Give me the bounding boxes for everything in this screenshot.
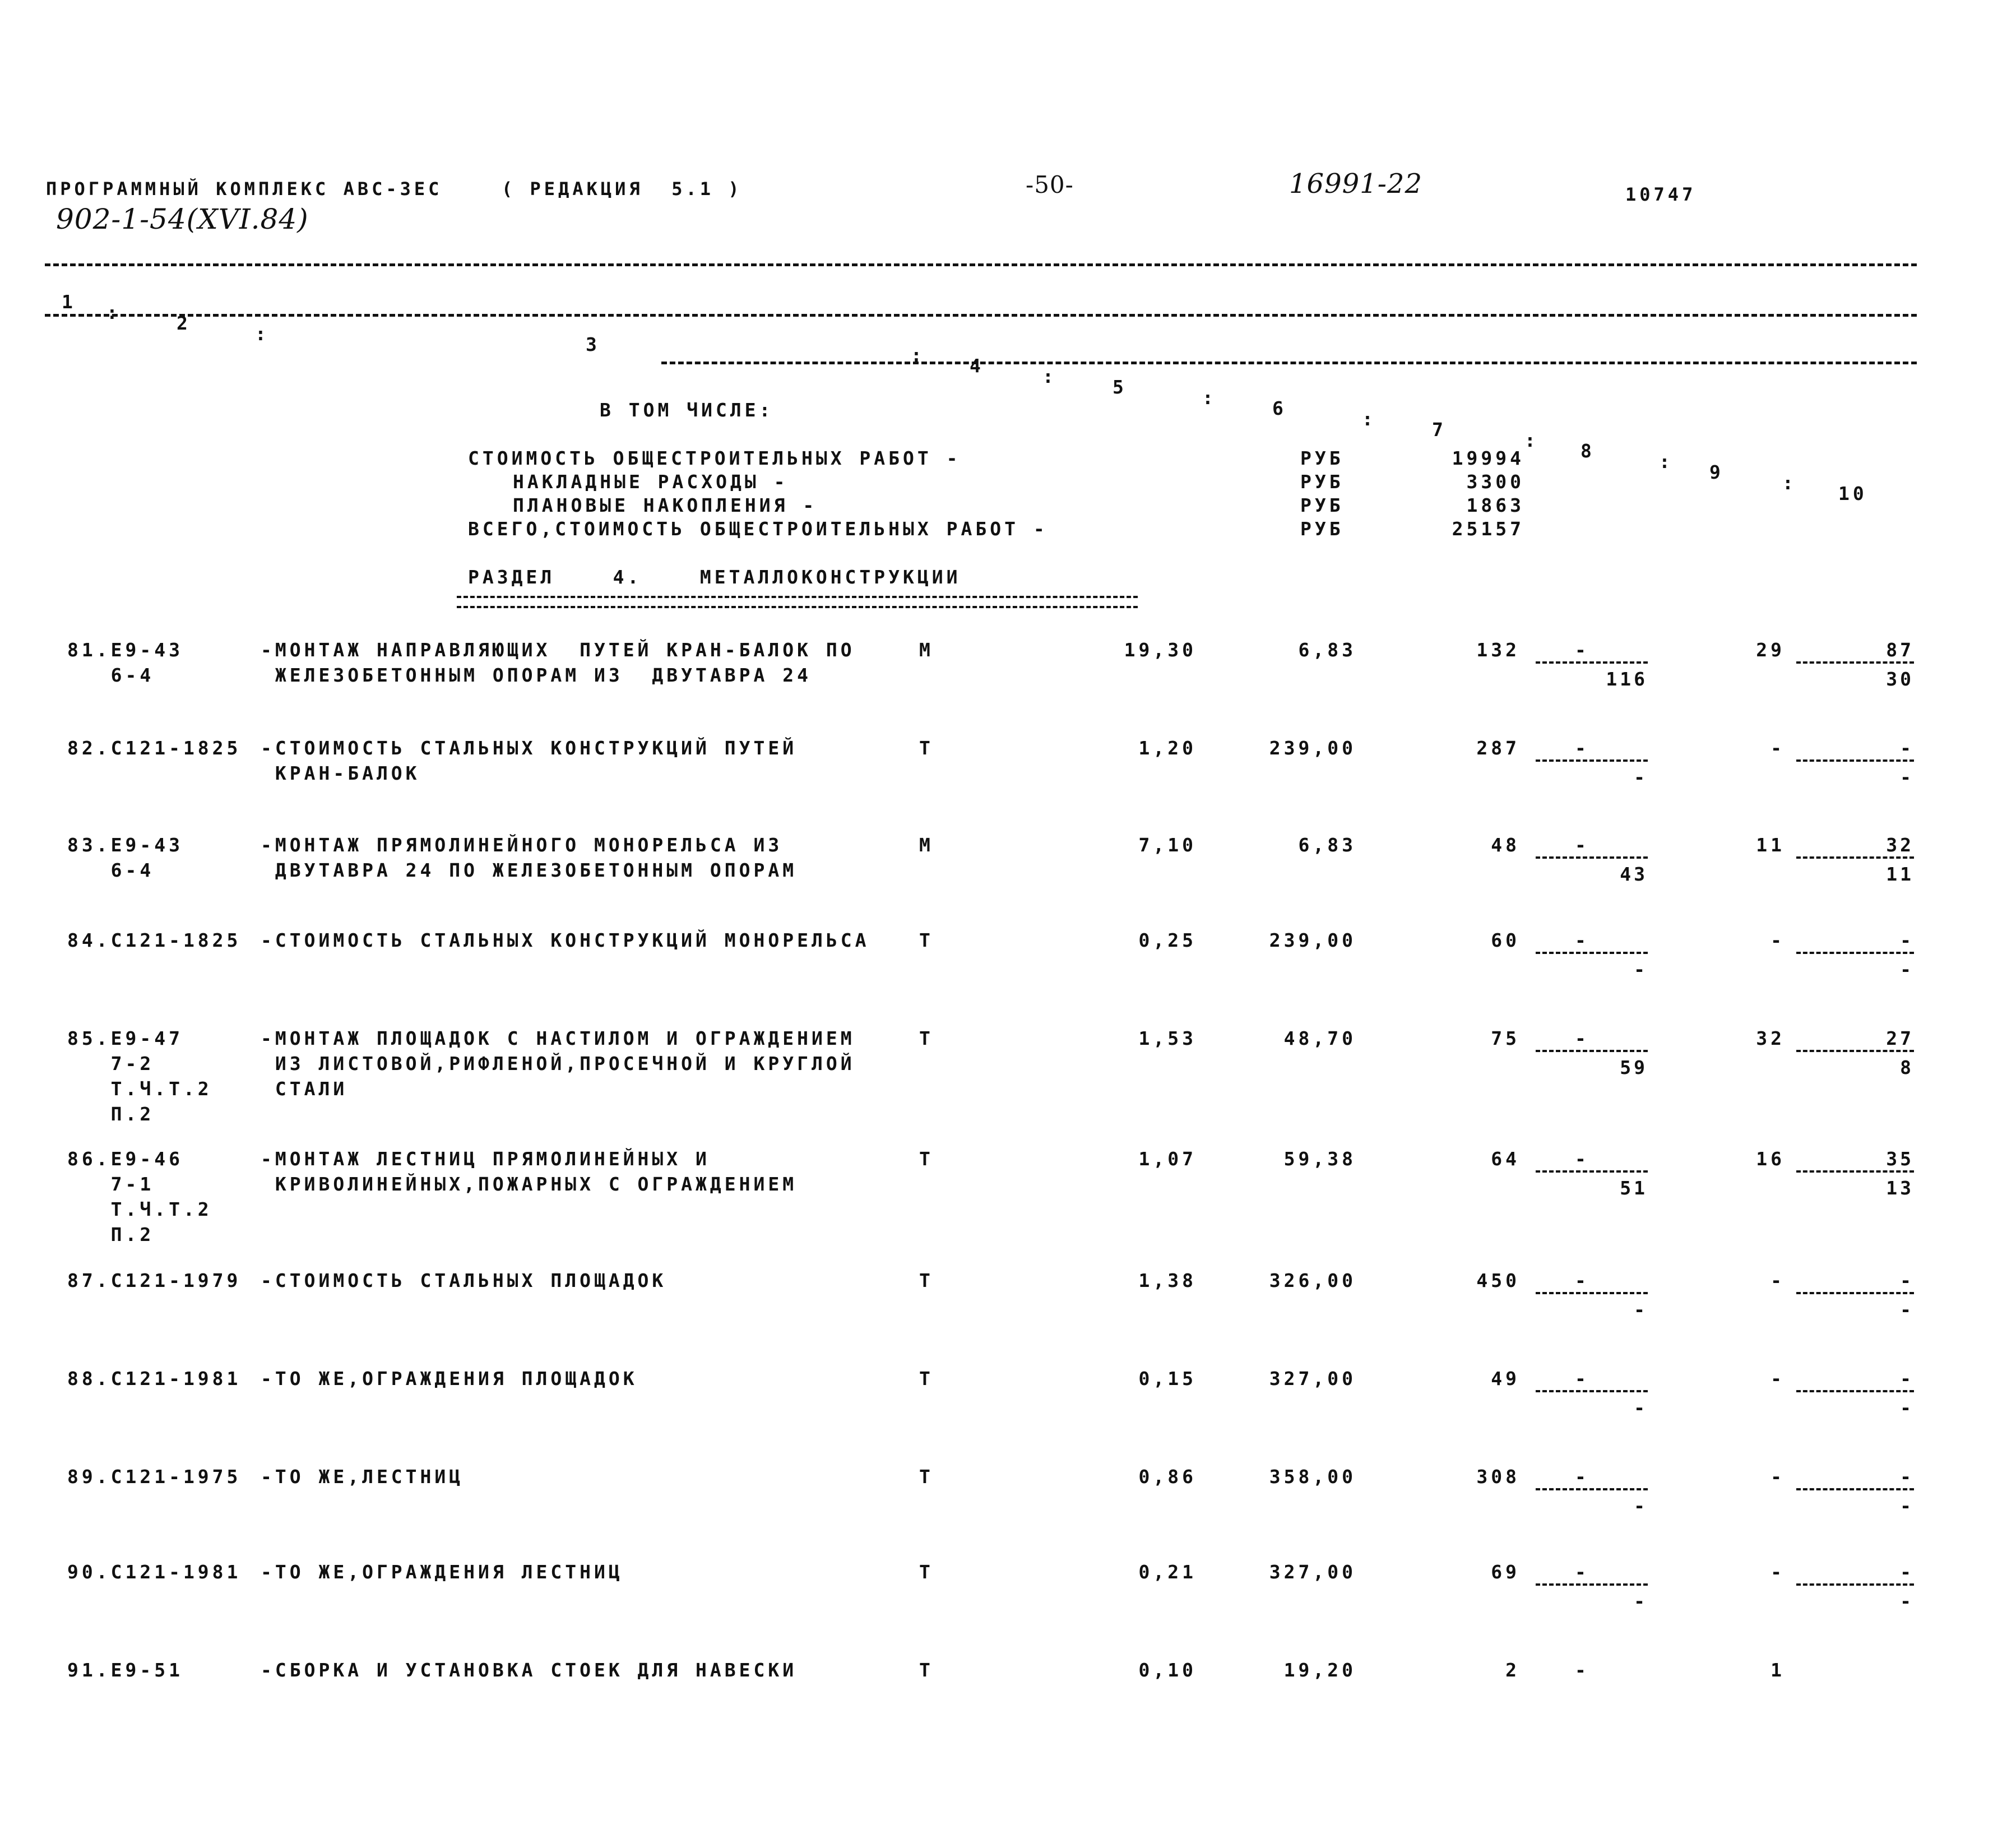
fraction-bar (1536, 759, 1648, 762)
item-description: -МОНТАЖ ПРЯМОЛИНЕЙНОГО МОНОРЕЛЬСА ИЗ (261, 834, 783, 856)
col9-value: 16 (1756, 1148, 1785, 1170)
summary-unit: РУБ (1300, 518, 1344, 540)
item-code: Т.Ч.Т.2 (67, 1198, 212, 1220)
col10-bottom-value: - (1900, 1495, 1914, 1517)
summary-label: НАКЛАДНЫЕ РАСХОДЫ - (513, 471, 789, 493)
col8-bottom-value: - (1634, 1397, 1648, 1419)
item-total: 49 (1491, 1368, 1520, 1390)
item-unit-price: 327,00 (1269, 1368, 1356, 1390)
col8-fraction (1536, 1466, 1648, 1517)
edition-label: ( РЕДАКЦИЯ 5.1 ) (502, 178, 743, 200)
col-header-4: 4 (970, 355, 984, 377)
item-unit: Т (919, 737, 934, 759)
summary-value: 25157 (1452, 518, 1524, 540)
col8-fraction (1536, 1027, 1648, 1079)
col8-top-value: - (1575, 834, 1589, 856)
item-description: -СБОРКА И УСТАНОВКА СТОЕК ДЛЯ НАВЕСКИ (261, 1659, 798, 1681)
fraction-bar (1796, 856, 1914, 859)
document-number: 16991-22 (1289, 168, 1422, 200)
item-code: 90.С121-1981 (67, 1561, 242, 1583)
item-code: 81.Е9-43 (67, 639, 183, 661)
col10-fraction (1796, 1466, 1914, 1517)
col8-fraction (1536, 1148, 1648, 1199)
col8-top-value: - (1575, 1148, 1589, 1170)
item-description: -МОНТАЖ НАПРАВЛЯЮЩИХ ПУТЕЙ КРАН-БАЛОК ПО (261, 639, 855, 661)
item-unit: М (919, 834, 934, 856)
item-total: 2 (1505, 1659, 1520, 1681)
summary-value: 19994 (1452, 447, 1524, 469)
item-quantity: 7,10 (1138, 834, 1197, 856)
col10-top-value: 35 (1886, 1148, 1914, 1170)
col8-bottom-value: - (1634, 1590, 1648, 1612)
item-total: 287 (1476, 737, 1520, 759)
item-unit-price: 19,20 (1283, 1659, 1356, 1681)
col8-fraction (1536, 834, 1648, 886)
item-total: 60 (1491, 929, 1520, 951)
item-unit-price: 6,83 (1298, 639, 1356, 661)
col10-bottom-value: 30 (1886, 668, 1914, 690)
col10-fraction (1796, 737, 1914, 789)
item-description: -СТОИМОСТЬ СТАЛЬНЫХ КОНСТРУКЦИЙ МОНОРЕЛЬСА (261, 929, 870, 951)
col-header-5: 5 (1113, 376, 1127, 398)
col8-top-value: - (1575, 1368, 1589, 1390)
item-description: ДВУТАВРА 24 ПО ЖЕЛЕЗОБЕТОННЫМ ОПОРАМ (261, 859, 798, 881)
item-code: 7-1 (67, 1173, 155, 1195)
col8-bottom-value: 116 (1606, 668, 1648, 690)
item-unit: Т (919, 1270, 934, 1291)
page-number: -50- (1026, 171, 1074, 198)
item-total: 64 (1491, 1148, 1520, 1170)
col8-bottom-value: - (1634, 1495, 1648, 1517)
col9-value: - (1770, 1270, 1785, 1291)
fraction-bar (1796, 661, 1914, 664)
col8-bottom-value: - (1634, 1299, 1648, 1321)
item-code: 7-2 (67, 1053, 155, 1074)
item-quantity: 0,15 (1138, 1368, 1197, 1390)
item-code: 82.С121-1825 (67, 737, 242, 759)
column-header-bottom-rule (45, 314, 1917, 317)
col9-value: - (1770, 737, 1785, 759)
item-quantity: 0,86 (1138, 1466, 1197, 1488)
col10-fraction (1796, 1561, 1914, 1613)
item-quantity: 1,20 (1138, 737, 1197, 759)
col10-fraction (1796, 1270, 1914, 1321)
item-description: -МОНТАЖ ПЛОЩАДОК С НАСТИЛОМ И ОГРАЖДЕНИЕМ (261, 1027, 855, 1049)
fraction-bar (1796, 1292, 1914, 1294)
item-unit: Т (919, 1659, 934, 1681)
col8-top-value: - (1575, 737, 1589, 759)
col10-fraction (1796, 929, 1914, 981)
item-quantity: 1,53 (1138, 1027, 1197, 1049)
item-unit: Т (919, 1561, 934, 1583)
item-code: 91.Е9-51 (67, 1659, 183, 1681)
fraction-bar (1796, 1488, 1914, 1490)
section-underline (457, 596, 1138, 608)
item-unit-price: 48,70 (1283, 1027, 1356, 1049)
col-header-9: 9 (1709, 461, 1724, 483)
fraction-bar (1536, 1292, 1648, 1294)
col8-top-value: - (1575, 1659, 1589, 1681)
item-code: 89.С121-1975 (67, 1466, 242, 1488)
fraction-bar (1536, 661, 1648, 664)
item-code: П.2 (67, 1103, 155, 1125)
fraction-bar (1796, 1390, 1914, 1392)
col8-top-value: - (1575, 1270, 1589, 1291)
summary-value: 3300 (1466, 471, 1524, 493)
item-code: П.2 (67, 1224, 155, 1245)
col8-bottom-value: - (1634, 766, 1648, 788)
col10-bottom-value: - (1900, 958, 1914, 980)
item-unit-price: 239,00 (1269, 929, 1356, 951)
item-unit: М (919, 639, 934, 661)
item-description: -МОНТАЖ ЛЕСТНИЦ ПРЯМОЛИНЕЙНЫХ И (261, 1148, 710, 1170)
fraction-bar (1536, 1390, 1648, 1392)
item-total: 75 (1491, 1027, 1520, 1049)
col-header-1: 1 (62, 291, 76, 313)
item-total: 450 (1476, 1270, 1520, 1291)
item-total: 132 (1476, 639, 1520, 661)
summary-caption: В ТОМ ЧИСЛЕ: (600, 399, 774, 421)
item-quantity: 19,30 (1124, 639, 1197, 661)
document-code: 10747 (1625, 184, 1697, 205)
col-header-6: 6 (1272, 397, 1287, 419)
column-header-row: 1 : 2 : 3 : 4 : 5 : 6 : 7 : 8 : 9 : 10 (62, 291, 1867, 504)
col8-top-value: - (1575, 1561, 1589, 1583)
summary-value: 1863 (1466, 494, 1524, 516)
fraction-bar (1796, 1170, 1914, 1173)
col8-top-value: - (1575, 639, 1589, 661)
col10-top-value: 87 (1886, 639, 1914, 661)
summary-unit: РУБ (1300, 471, 1344, 493)
summary-unit: РУБ (1300, 447, 1344, 469)
col10-bottom-value: 13 (1886, 1177, 1914, 1199)
col10-bottom-value: 8 (1900, 1057, 1914, 1078)
col8-top-value: - (1575, 929, 1589, 951)
col10-top-value: - (1900, 929, 1914, 951)
item-quantity: 0,21 (1138, 1561, 1197, 1583)
item-unit: Т (919, 1368, 934, 1390)
item-code: 88.С121-1981 (67, 1368, 242, 1390)
col-header-7: 7 (1432, 419, 1447, 441)
item-unit: Т (919, 1027, 934, 1049)
col10-top-value: 32 (1886, 834, 1914, 856)
item-unit-price: 6,83 (1298, 834, 1356, 856)
summary-label: СТОИМОСТЬ ОБЩЕСТРОИТЕЛЬНЫХ РАБОТ - (468, 447, 961, 469)
col9-value: - (1770, 929, 1785, 951)
col10-top-value: - (1900, 737, 1914, 759)
col8-fraction (1536, 737, 1648, 789)
col8-bottom-value: - (1634, 958, 1648, 980)
item-description: ИЗ ЛИСТОВОЙ,РИФЛЕНОЙ,ПРОСЕЧНОЙ И КРУГЛОЙ (261, 1053, 855, 1074)
item-total: 48 (1491, 834, 1520, 856)
item-code: 86.Е9-46 (67, 1148, 183, 1170)
item-quantity: 1,07 (1138, 1148, 1197, 1170)
item-description: -СТОИМОСТЬ СТАЛЬНЫХ ПЛОЩАДОК (261, 1270, 667, 1291)
col-header-3: 3 (586, 334, 600, 355)
col8-fraction (1536, 1368, 1648, 1419)
summary-unit: РУБ (1300, 494, 1344, 516)
item-description: -ТО ЖЕ,ОГРАЖДЕНИЯ ЛЕСТНИЦ (261, 1561, 623, 1583)
project-number: 902-1-54(ХVI.84) (56, 203, 309, 235)
item-code: 83.Е9-43 (67, 834, 183, 856)
col10-top-value: - (1900, 1561, 1914, 1583)
col8-fraction (1536, 929, 1648, 981)
fraction-bar (1796, 759, 1914, 762)
col10-bottom-value: - (1900, 1590, 1914, 1612)
col-header-10: 10 (1838, 483, 1867, 504)
item-code: 6-4 (67, 859, 155, 881)
item-code: 85.Е9-47 (67, 1027, 183, 1049)
col9-value: 29 (1756, 639, 1785, 661)
item-unit: Т (919, 1148, 934, 1170)
col9-value: 1 (1770, 1659, 1785, 1681)
col10-bottom-value: 11 (1886, 863, 1914, 885)
col-header-8: 8 (1581, 440, 1595, 462)
col10-top-value: - (1900, 1466, 1914, 1488)
item-total: 69 (1491, 1561, 1520, 1583)
column-header-top-rule (45, 263, 1917, 266)
fraction-bar (1536, 856, 1648, 859)
program-name: ПРОГРАММНЫЙ КОМПЛЕКС АВС-3ЕС (46, 178, 443, 200)
item-unit: Т (919, 929, 934, 951)
col8-top-value: - (1575, 1466, 1589, 1488)
item-unit-price: 59,38 (1283, 1148, 1356, 1170)
item-quantity: 0,10 (1138, 1659, 1197, 1681)
item-total: 308 (1476, 1466, 1520, 1488)
col10-top-value: - (1900, 1270, 1914, 1291)
col9-value: 11 (1756, 834, 1785, 856)
col8-top-value: - (1575, 1027, 1589, 1049)
col10-top-value: - (1900, 1368, 1914, 1390)
fraction-bar (1796, 1050, 1914, 1052)
col10-bottom-value: - (1900, 1299, 1914, 1321)
item-description: -ТО ЖЕ,ЛЕСТНИЦ (261, 1466, 464, 1488)
item-description: -ТО ЖЕ,ОГРАЖДЕНИЯ ПЛОЩАДОК (261, 1368, 638, 1390)
item-code: 87.С121-1979 (67, 1270, 242, 1291)
col8-bottom-value: 51 (1620, 1177, 1648, 1199)
col9-value: 32 (1756, 1027, 1785, 1049)
item-description: КРИВОЛИНЕЙНЫХ,ПОЖАРНЫХ С ОГРАЖДЕНИЕМ (261, 1173, 798, 1195)
subtotal-rule (661, 362, 1917, 364)
item-description: -СТОИМОСТЬ СТАЛЬНЫХ КОНСТРУКЦИЙ ПУТЕЙ (261, 737, 798, 759)
col8-bottom-value: 43 (1620, 863, 1648, 885)
item-unit-price: 327,00 (1269, 1561, 1356, 1583)
summary-label: ПЛАНОВЫЕ НАКОПЛЕНИЯ - (513, 494, 818, 516)
fraction-bar (1796, 1583, 1914, 1586)
item-code: 6-4 (67, 664, 155, 686)
fraction-bar (1536, 1583, 1648, 1586)
fraction-bar (1536, 1488, 1648, 1490)
col8-fraction (1536, 639, 1648, 691)
col10-fraction (1796, 1148, 1914, 1199)
col10-fraction (1796, 639, 1914, 691)
col9-value: - (1770, 1368, 1785, 1390)
col10-bottom-value: - (1900, 1397, 1914, 1419)
col-header-2: 2 (177, 312, 191, 334)
item-unit-price: 358,00 (1269, 1466, 1356, 1488)
item-unit: Т (919, 1466, 934, 1488)
col10-fraction (1796, 1368, 1914, 1419)
item-description: СТАЛИ (261, 1078, 348, 1100)
col10-bottom-value: - (1900, 766, 1914, 788)
item-quantity: 1,38 (1138, 1270, 1197, 1291)
fraction-bar (1796, 952, 1914, 954)
item-unit-price: 326,00 (1269, 1270, 1356, 1291)
col8-bottom-value: 59 (1620, 1057, 1648, 1078)
col10-fraction (1796, 834, 1914, 886)
col10-fraction (1796, 1027, 1914, 1079)
summary-label: ВСЕГО,СТОИМОСТЬ ОБЩЕСТРОИТЕЛЬНЫХ РАБОТ - (468, 518, 1048, 540)
fraction-bar (1536, 1170, 1648, 1173)
col8-fraction (1536, 1270, 1648, 1321)
item-quantity: 0,25 (1138, 929, 1197, 951)
col10-top-value: 27 (1886, 1027, 1914, 1049)
item-unit-price: 239,00 (1269, 737, 1356, 759)
item-description: КРАН-БАЛОК (261, 762, 420, 784)
item-code: 84.С121-1825 (67, 929, 242, 951)
item-description: ЖЕЛЕЗОБЕТОННЫМ ОПОРАМ ИЗ ДВУТАВРА 24 (261, 664, 812, 686)
col9-value: - (1770, 1466, 1785, 1488)
item-code: Т.Ч.Т.2 (67, 1078, 212, 1100)
section-title: РАЗДЕЛ 4. МЕТАЛЛОКОНСТРУКЦИИ (468, 566, 961, 588)
col9-value: - (1770, 1561, 1785, 1583)
fraction-bar (1536, 952, 1648, 954)
fraction-bar (1536, 1050, 1648, 1052)
col8-fraction (1536, 1561, 1648, 1613)
